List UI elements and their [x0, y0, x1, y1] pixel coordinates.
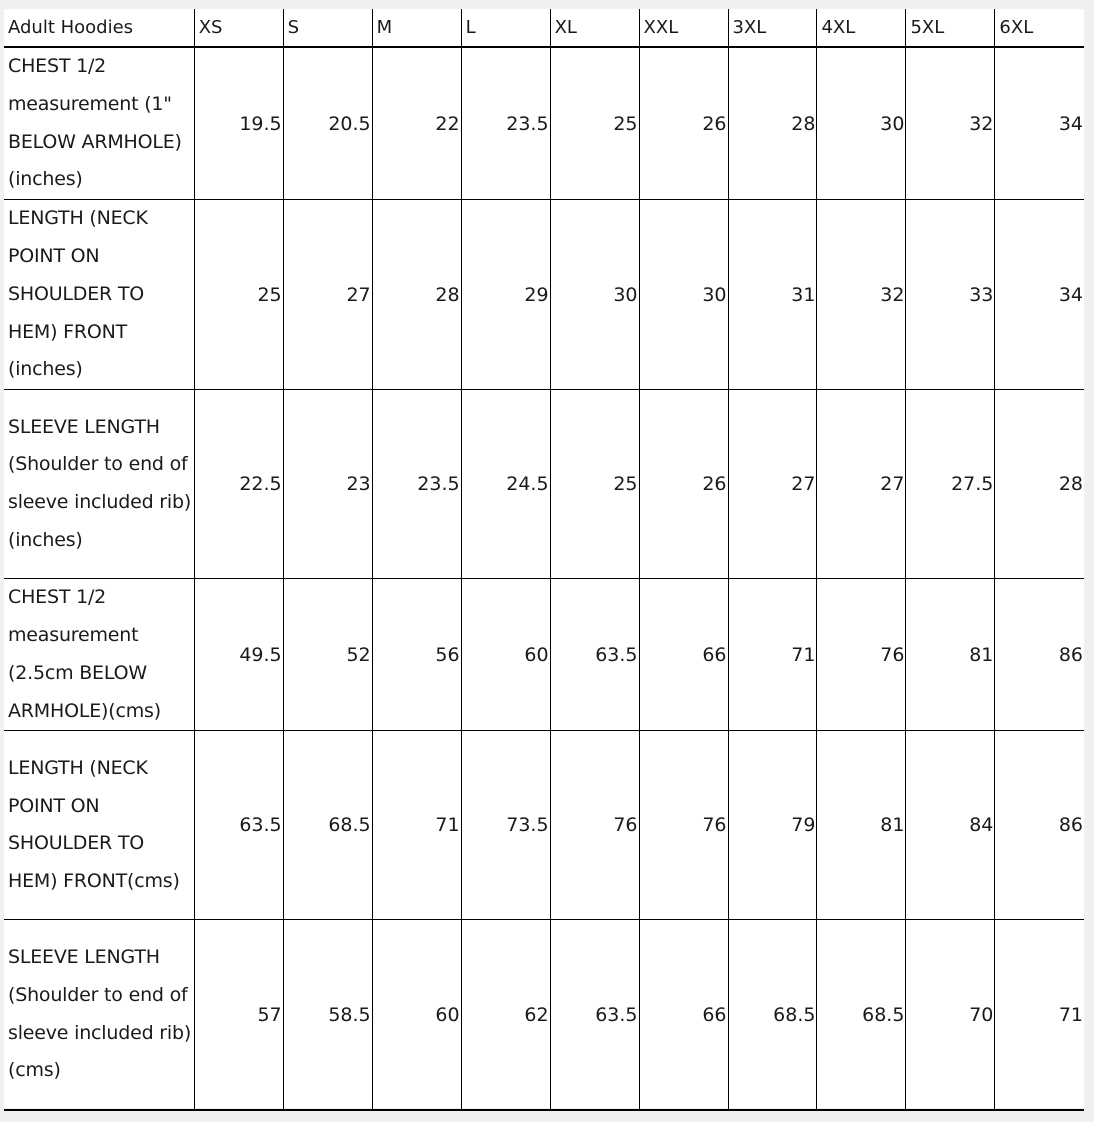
- row-label: SLEEVE LENGTH (Shoulder to end of sleeve included rib) (cms): [4, 920, 194, 1110]
- table-cell: 66: [639, 920, 728, 1110]
- table-cell: 68.5: [728, 920, 817, 1110]
- table-cell: 86: [995, 579, 1084, 731]
- table-cell: 62: [461, 920, 550, 1110]
- table-cell: 58.5: [283, 920, 372, 1110]
- size-header: XXL: [639, 9, 728, 47]
- table-cell: 23.5: [461, 47, 550, 200]
- table-cell: 76: [817, 579, 906, 731]
- table-cell: 73.5: [461, 731, 550, 920]
- row-label: LENGTH (NECK POINT ON SHOULDER TO HEM) FRONT(cms): [4, 731, 194, 920]
- table-cell: 76: [550, 731, 639, 920]
- table-cell: 27: [817, 390, 906, 579]
- table-cell: 63.5: [194, 731, 283, 920]
- table-cell: 52: [283, 579, 372, 731]
- size-header: S: [283, 9, 372, 47]
- table-cell: 23: [283, 390, 372, 579]
- table-cell: 81: [817, 731, 906, 920]
- table-row: [4, 920, 1084, 1110]
- size-header: XL: [550, 9, 639, 47]
- table-cell: 70: [906, 920, 995, 1110]
- size-chart-table: [4, 9, 1084, 1111]
- size-chart-sheet: [4, 9, 1084, 1108]
- table-cell: 26: [639, 390, 728, 579]
- table-cell: 27: [283, 200, 372, 390]
- size-header: XS: [194, 9, 283, 47]
- table-cell: 20.5: [283, 47, 372, 200]
- table-cell: 24.5: [461, 390, 550, 579]
- table-cell: 56: [372, 579, 461, 731]
- table-cell: 71: [372, 731, 461, 920]
- table-row: [4, 579, 1084, 731]
- size-header: 3XL: [728, 9, 817, 47]
- table-row: [4, 47, 1084, 200]
- table-cell: 25: [550, 390, 639, 579]
- table-cell: 27: [728, 390, 817, 579]
- table-cell: 60: [372, 920, 461, 1110]
- table-cell: 31: [728, 200, 817, 390]
- table-cell: 27.5: [906, 390, 995, 579]
- table-cell: 68.5: [283, 731, 372, 920]
- table-cell: 79: [728, 731, 817, 920]
- header-row: [4, 9, 1084, 47]
- table-cell: 19.5: [194, 47, 283, 200]
- table-row: [4, 731, 1084, 920]
- table-cell: 63.5: [550, 579, 639, 731]
- table-cell: 63.5: [550, 920, 639, 1110]
- row-label: LENGTH (NECK POINT ON SHOULDER TO HEM) FRONT (inches): [4, 200, 194, 390]
- table-cell: 34: [995, 200, 1084, 390]
- size-header: L: [461, 9, 550, 47]
- table-cell: 33: [906, 200, 995, 390]
- row-label: CHEST 1/2 measurement (1" BELOW ARMHOLE) (inches): [4, 47, 194, 200]
- table-cell: 28: [728, 47, 817, 200]
- table-cell: 32: [906, 47, 995, 200]
- table-cell: 86: [995, 731, 1084, 920]
- size-header: M: [372, 9, 461, 47]
- table-cell: 25: [550, 47, 639, 200]
- table-cell: 71: [995, 920, 1084, 1110]
- table-cell: 68.5: [817, 920, 906, 1110]
- size-header: 4XL: [817, 9, 906, 47]
- table-cell: 26: [639, 47, 728, 200]
- corner-label: Adult Hoodies: [4, 9, 194, 47]
- table-cell: 22.5: [194, 390, 283, 579]
- table-cell: 60: [461, 579, 550, 731]
- table-cell: 25: [194, 200, 283, 390]
- table-cell: 76: [639, 731, 728, 920]
- row-label: CHEST 1/2 measurement (2.5cm BELOW ARMHOLE)(cms): [4, 579, 194, 731]
- table-row: [4, 200, 1084, 390]
- table-cell: 30: [550, 200, 639, 390]
- table-cell: 29: [461, 200, 550, 390]
- table-cell: 22: [372, 47, 461, 200]
- table-cell: 84: [906, 731, 995, 920]
- size-header: 6XL: [995, 9, 1084, 47]
- table-cell: 23.5: [372, 390, 461, 579]
- table-cell: 71: [728, 579, 817, 731]
- table-cell: 81: [906, 579, 995, 731]
- table-cell: 28: [995, 390, 1084, 579]
- table-cell: 34: [995, 47, 1084, 200]
- table-cell: 30: [817, 47, 906, 200]
- table-cell: 28: [372, 200, 461, 390]
- table-cell: 30: [639, 200, 728, 390]
- table-cell: 49.5: [194, 579, 283, 731]
- row-label: SLEEVE LENGTH (Shoulder to end of sleeve included rib) (inches): [4, 390, 194, 579]
- table-row: [4, 390, 1084, 579]
- size-header: 5XL: [906, 9, 995, 47]
- table-cell: 57: [194, 920, 283, 1110]
- table-cell: 66: [639, 579, 728, 731]
- table-cell: 32: [817, 200, 906, 390]
